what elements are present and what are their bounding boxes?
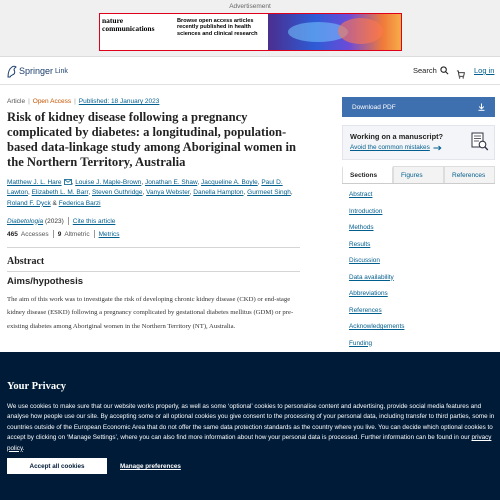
section-link[interactable]: Methods — [349, 224, 374, 231]
section-link[interactable]: Abstract — [349, 191, 373, 198]
authors-and: & — [52, 199, 57, 207]
download-icon — [478, 103, 485, 111]
sections-list — [349, 191, 404, 356]
search-button[interactable] — [413, 66, 449, 75]
search-icon — [440, 66, 449, 75]
ad-banner[interactable] — [99, 13, 402, 51]
advertisement-band — [0, 0, 500, 57]
published-date-link[interactable]: Published: 18 January 2023 — [78, 98, 160, 105]
download-pdf-button[interactable] — [342, 97, 495, 117]
author-link[interactable]: Jacqueline A. Boyle — [200, 179, 258, 186]
login-link[interactable]: Log in — [474, 66, 495, 75]
journal-year: (2023) — [44, 217, 64, 225]
brand-sub: Link — [55, 67, 68, 75]
search-label: Search — [413, 66, 437, 75]
accesses-label: Accesses — [20, 230, 49, 238]
author-link[interactable]: Steven Guthridge — [91, 189, 143, 197]
section-link[interactable]: Results — [349, 240, 371, 248]
accesses-count: 465 — [7, 230, 18, 238]
author-list: Matthew J. L. Hare , Louise J. Maple-Brown, Jonathan E. Shaw, Jacqueline A. Boyle, Paul D. Lawton, Elizabeth L. M. Barr, Steven Guthridge, Vanya Webster, Danella Hampton, Gurmeet Singh, Roland F. Dyck & Federica Barzi — [7, 179, 293, 207]
ad-artwork — [268, 14, 402, 50]
article-title: Risk of kidney disease following a pregnancy complicated by diabetes: a longitudinal, population-based data-linkage study among Aboriginal women in the Northern Territory, Australia — [7, 110, 297, 169]
aims-heading: Aims/hypothesis — [7, 276, 84, 287]
arrow-right-icon — [433, 145, 442, 151]
section-link[interactable]: Acknowledgements — [349, 323, 405, 330]
metrics-line — [7, 230, 120, 238]
ad-logo-line2: communications — [102, 24, 155, 33]
ad-logo — [102, 17, 174, 47]
download-pdf-label: Download PDF — [352, 103, 396, 111]
section-link[interactable]: Data availability — [349, 273, 394, 281]
cookie-banner — [0, 352, 500, 500]
manuscript-promo — [342, 125, 495, 160]
springer-horse-icon — [6, 65, 17, 78]
mail-icon[interactable] — [64, 179, 72, 185]
cart-icon[interactable] — [456, 66, 465, 84]
accept-cookies-button[interactable]: Accept all cookies — [7, 458, 107, 474]
section-link[interactable]: Abbreviations — [349, 290, 388, 297]
divider — [7, 271, 300, 272]
author-link[interactable]: Jonathan E. Shaw — [144, 179, 198, 186]
metrics-link[interactable]: Metrics — [98, 230, 120, 238]
journal-name-link[interactable]: Diabetologia — [7, 217, 44, 225]
cookie-end: . — [22, 444, 25, 452]
author-link[interactable]: Federica Barzi — [58, 199, 101, 207]
section-link[interactable]: Discussion — [349, 257, 380, 264]
manage-preferences-button[interactable]: Manage preferences — [120, 463, 181, 470]
avoid-mistakes-label: Avoid the common mistakes — [350, 144, 430, 151]
author-link[interactable]: Matthew J. L. Hare — [7, 179, 62, 186]
ad-copy: Browse open access articles recently published in health sciences and clinical research — [177, 18, 258, 37]
section-link[interactable]: References — [349, 306, 382, 314]
ad-label: Advertisement — [229, 3, 271, 10]
cookie-title: Your Privacy — [7, 381, 67, 392]
cookie-body: We use cookies to make sure that our website works properly, as well as some ‘optional’ cookies to personalise content and advertising, provide social media features and analyse how people use our site. By accepting some or all optional cookies you give consent to the processing of your personal data, including transfer to third parties, some in countries outside of the European Economic Area that do not offer the same data protection standards as the country where you live. You can decide which optional cookies to accept by clicking on ‘Manage Settings’, where you can also find more information about how your personal data is processed. Further information can be found in our — [7, 403, 495, 442]
author-link[interactable]: Louise J. Maple-Brown — [75, 179, 142, 186]
author-link[interactable]: Vanya Webster — [146, 189, 190, 197]
sidebar-tabs — [342, 166, 495, 184]
tab-figures[interactable]: Figures — [393, 166, 444, 183]
site-header — [0, 57, 500, 85]
privacy-policy-link[interactable]: privacy policy — [7, 434, 492, 452]
author-link[interactable]: Gurmeet Singh — [247, 189, 291, 197]
section-link[interactable]: Introduction — [349, 207, 383, 215]
brand-name: Springer — [19, 66, 54, 76]
journal-line — [7, 217, 115, 225]
article-type: Article — [7, 98, 26, 105]
divider — [7, 247, 300, 248]
tab-sections[interactable]: Sections — [342, 166, 393, 183]
author-link[interactable]: Danella Hampton — [193, 189, 244, 197]
article-meta: Article | Open Access | Published: 18 January 2023 — [7, 98, 160, 105]
altmetric-label: Altmetric — [64, 230, 90, 238]
cite-article-link[interactable]: Cite this article — [72, 217, 116, 225]
open-access-badge: Open Access — [32, 98, 72, 105]
author-link[interactable]: Roland F. Dyck — [7, 199, 51, 207]
ad-logo-line1: nature — [102, 16, 124, 25]
author-link[interactable]: Elizabeth L. M. Barr — [31, 189, 89, 197]
section-link[interactable]: Funding — [349, 339, 373, 347]
springer-link-logo[interactable] — [6, 64, 68, 78]
manuscript-title: Working on a manuscript? — [350, 132, 444, 141]
tab-references[interactable]: References — [444, 166, 495, 183]
document-search-icon — [471, 132, 489, 152]
cookie-text — [7, 402, 497, 454]
author-link[interactable]: Paul D. Lawton — [7, 179, 283, 197]
altmetric-count: 9 — [57, 230, 62, 238]
abstract-heading: Abstract — [7, 256, 45, 267]
abstract-paragraph: The aim of this work was to investigate the risk of developing chronic kidney disease (CKD) or end-stage kidney disease (ESKD) following a pregnancy complicated by gestational diabetes mellitus (GDM) or pre-existing diabetes among Aboriginal women in the Northern Territory (NT), Australia. — [7, 296, 294, 330]
avoid-mistakes-link[interactable] — [350, 144, 442, 151]
